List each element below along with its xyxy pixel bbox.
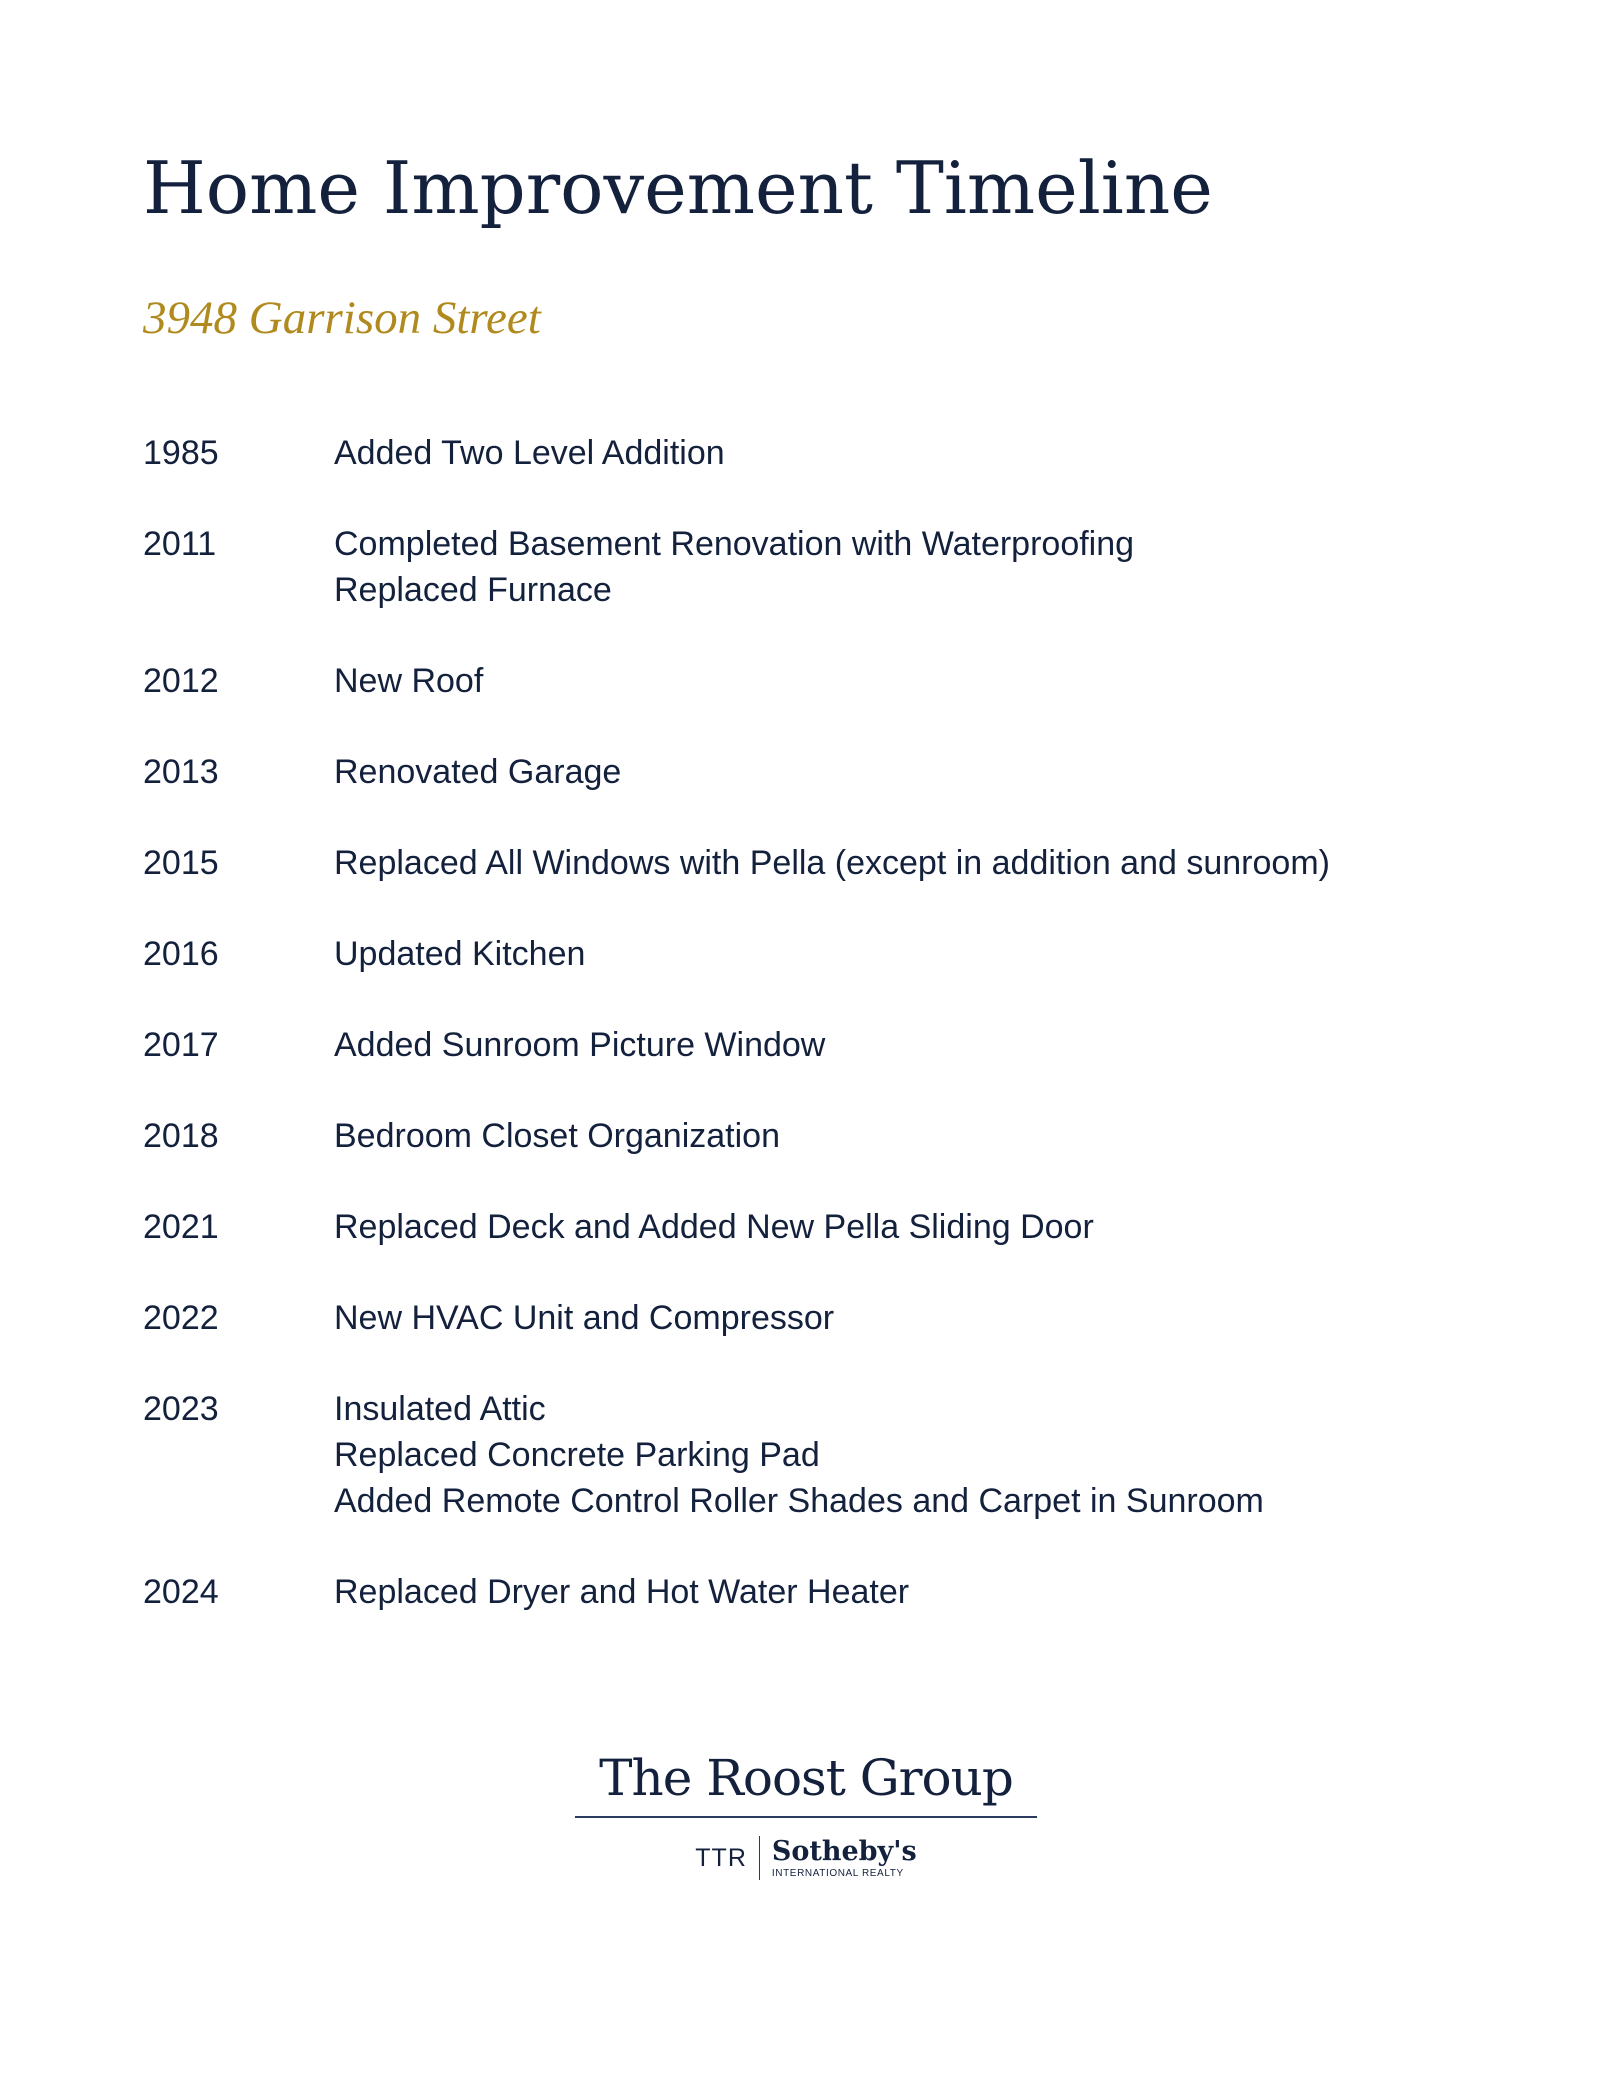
timeline-entry — [143, 1113, 1523, 1159]
property-address: 3948 Garrison Street — [143, 292, 541, 344]
timeline-items — [334, 1113, 1523, 1159]
timeline-item: Added Sunroom Picture Window — [334, 1026, 826, 1064]
logo-divider — [575, 1816, 1037, 1818]
timeline-item: Replaced Concrete Parking Pad — [334, 1436, 820, 1474]
timeline-entry — [143, 931, 1523, 977]
ttr-mark: TTR — [695, 1843, 747, 1872]
timeline-item: New Roof — [334, 662, 484, 700]
timeline-year: 2012 — [143, 662, 219, 700]
timeline-entry — [143, 1386, 1523, 1524]
timeline-items — [334, 430, 1523, 476]
brand-name: The Roost Group — [599, 1749, 1013, 1807]
sothebys-tagline: INTERNATIONAL REALTY — [771, 1867, 904, 1879]
timeline-year: 2022 — [143, 1299, 219, 1337]
timeline-item: Replaced Dryer and Hot Water Heater — [334, 1573, 910, 1611]
affiliate-logo — [575, 1836, 1037, 1880]
timeline-item: Added Remote Control Roller Shades and Carpet in Sunroom — [334, 1482, 1264, 1520]
sothebys-mark — [760, 1837, 917, 1880]
timeline-entry — [143, 1022, 1523, 1068]
timeline-item: New HVAC Unit and Compressor — [334, 1299, 835, 1337]
timeline-entry — [143, 430, 1523, 476]
timeline-item: Updated Kitchen — [334, 935, 586, 973]
timeline-items — [334, 1386, 1523, 1524]
timeline-year: 2023 — [143, 1390, 219, 1428]
page-title: Home Improvement Timeline — [143, 146, 1213, 230]
timeline-item: Replaced Deck and Added New Pella Sliding Door — [334, 1208, 1094, 1246]
improvement-timeline — [143, 430, 1523, 1660]
brand-logo — [575, 1746, 1037, 1880]
timeline-entry — [143, 521, 1523, 613]
timeline-items — [334, 1022, 1523, 1068]
timeline-items — [334, 840, 1523, 886]
timeline-entry — [143, 1569, 1523, 1615]
timeline-year: 2017 — [143, 1026, 219, 1064]
timeline-entry — [143, 749, 1523, 795]
timeline-year: 2011 — [143, 525, 217, 563]
timeline-items — [334, 1569, 1523, 1615]
timeline-items — [334, 658, 1523, 704]
timeline-item: Insulated Attic — [334, 1390, 546, 1428]
timeline-items — [334, 749, 1523, 795]
timeline-items — [334, 1295, 1523, 1341]
timeline-year: 2021 — [143, 1208, 219, 1246]
timeline-item: Bedroom Closet Organization — [334, 1117, 781, 1155]
timeline-item: Replaced Furnace — [334, 571, 612, 609]
timeline-year: 2015 — [143, 844, 219, 882]
timeline-year: 1985 — [143, 434, 219, 472]
timeline-items — [334, 1204, 1523, 1250]
timeline-entry — [143, 1204, 1523, 1250]
timeline-entry — [143, 840, 1523, 886]
timeline-entry — [143, 658, 1523, 704]
timeline-year: 2018 — [143, 1117, 219, 1155]
sothebys-name: Sotheby's — [771, 1835, 917, 1867]
timeline-items — [334, 521, 1523, 613]
timeline-item: Replaced All Windows with Pella (except in addition and sunroom) — [334, 844, 1330, 882]
timeline-year: 2013 — [143, 753, 219, 791]
timeline-item: Added Two Level Addition — [334, 434, 725, 472]
timeline-entry — [143, 1295, 1523, 1341]
timeline-year: 2024 — [143, 1573, 219, 1611]
timeline-item: Completed Basement Renovation with Waterproofing — [334, 525, 1135, 563]
timeline-item: Renovated Garage — [334, 753, 622, 791]
timeline-items — [334, 931, 1523, 977]
timeline-year: 2016 — [143, 935, 219, 973]
